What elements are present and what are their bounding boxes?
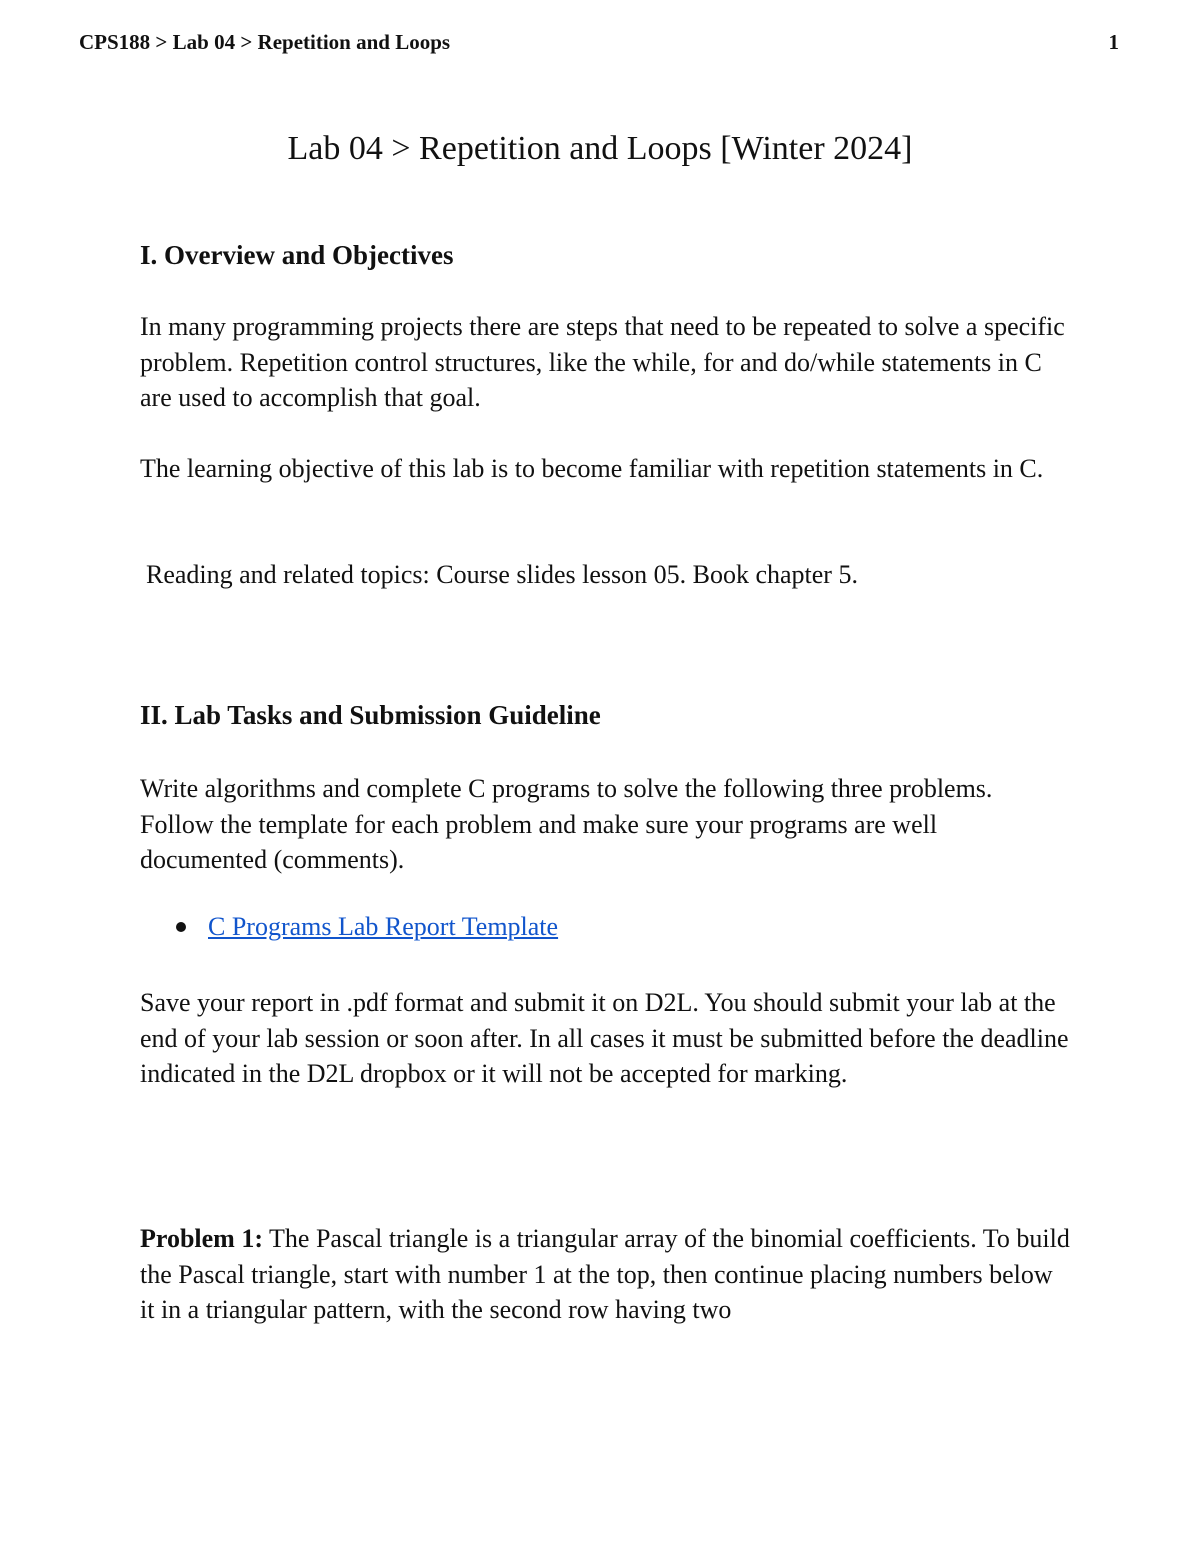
lab-report-template-link[interactable]: C Programs Lab Report Template (208, 912, 559, 941)
page-number: 1 (1108, 30, 1119, 54)
tasks-paragraph: Write algorithms and complete C programs to solve the following three problems. Follow the template for each problem and make sure your programs are well documented (comments). (140, 774, 993, 874)
template-list-item (176, 912, 558, 942)
section-heading-tasks: II. Lab Tasks and Submission Guideline (140, 700, 601, 730)
submission-paragraph: Save your report in .pdf format and submit it on D2L. You should submit your lab at the end of your lab session or soon after. In all cases it must be submitted before the deadline indicated in the D2L dropbox or it will not be accepted for marking. (140, 988, 1069, 1088)
section-heading-overview: I. Overview and Objectives (140, 240, 454, 270)
document-title: Lab 04 > Repetition and Loops [Winter 2024] (287, 130, 913, 167)
bullet-icon (176, 922, 186, 932)
reading-paragraph: Reading and related topics: Course slides lesson 05. Book chapter 5. (146, 560, 858, 589)
problem-1-label: Problem 1: (140, 1224, 263, 1253)
problem-1-text: The Pascal triangle is a triangular array of the binomial coefficients. To build the Pascal triangle, start with number 1 at the top, then continue placing numbers below it in a triangular pattern, with the second row having two (140, 1224, 1070, 1324)
overview-paragraph: In many programming projects there are steps that need to be repeated to solve a specific problem. Repetition control structures, like the while, for and do/while statements in C are used to accomplish that goal. (140, 312, 1065, 412)
problem-1-paragraph (140, 1221, 1070, 1328)
running-header (79, 30, 1119, 55)
header-breadcrumb: CPS188 > Lab 04 > Repetition and Loops (79, 30, 451, 54)
objective-paragraph: The learning objective of this lab is to become familiar with repetition statements in C. (140, 454, 1044, 483)
